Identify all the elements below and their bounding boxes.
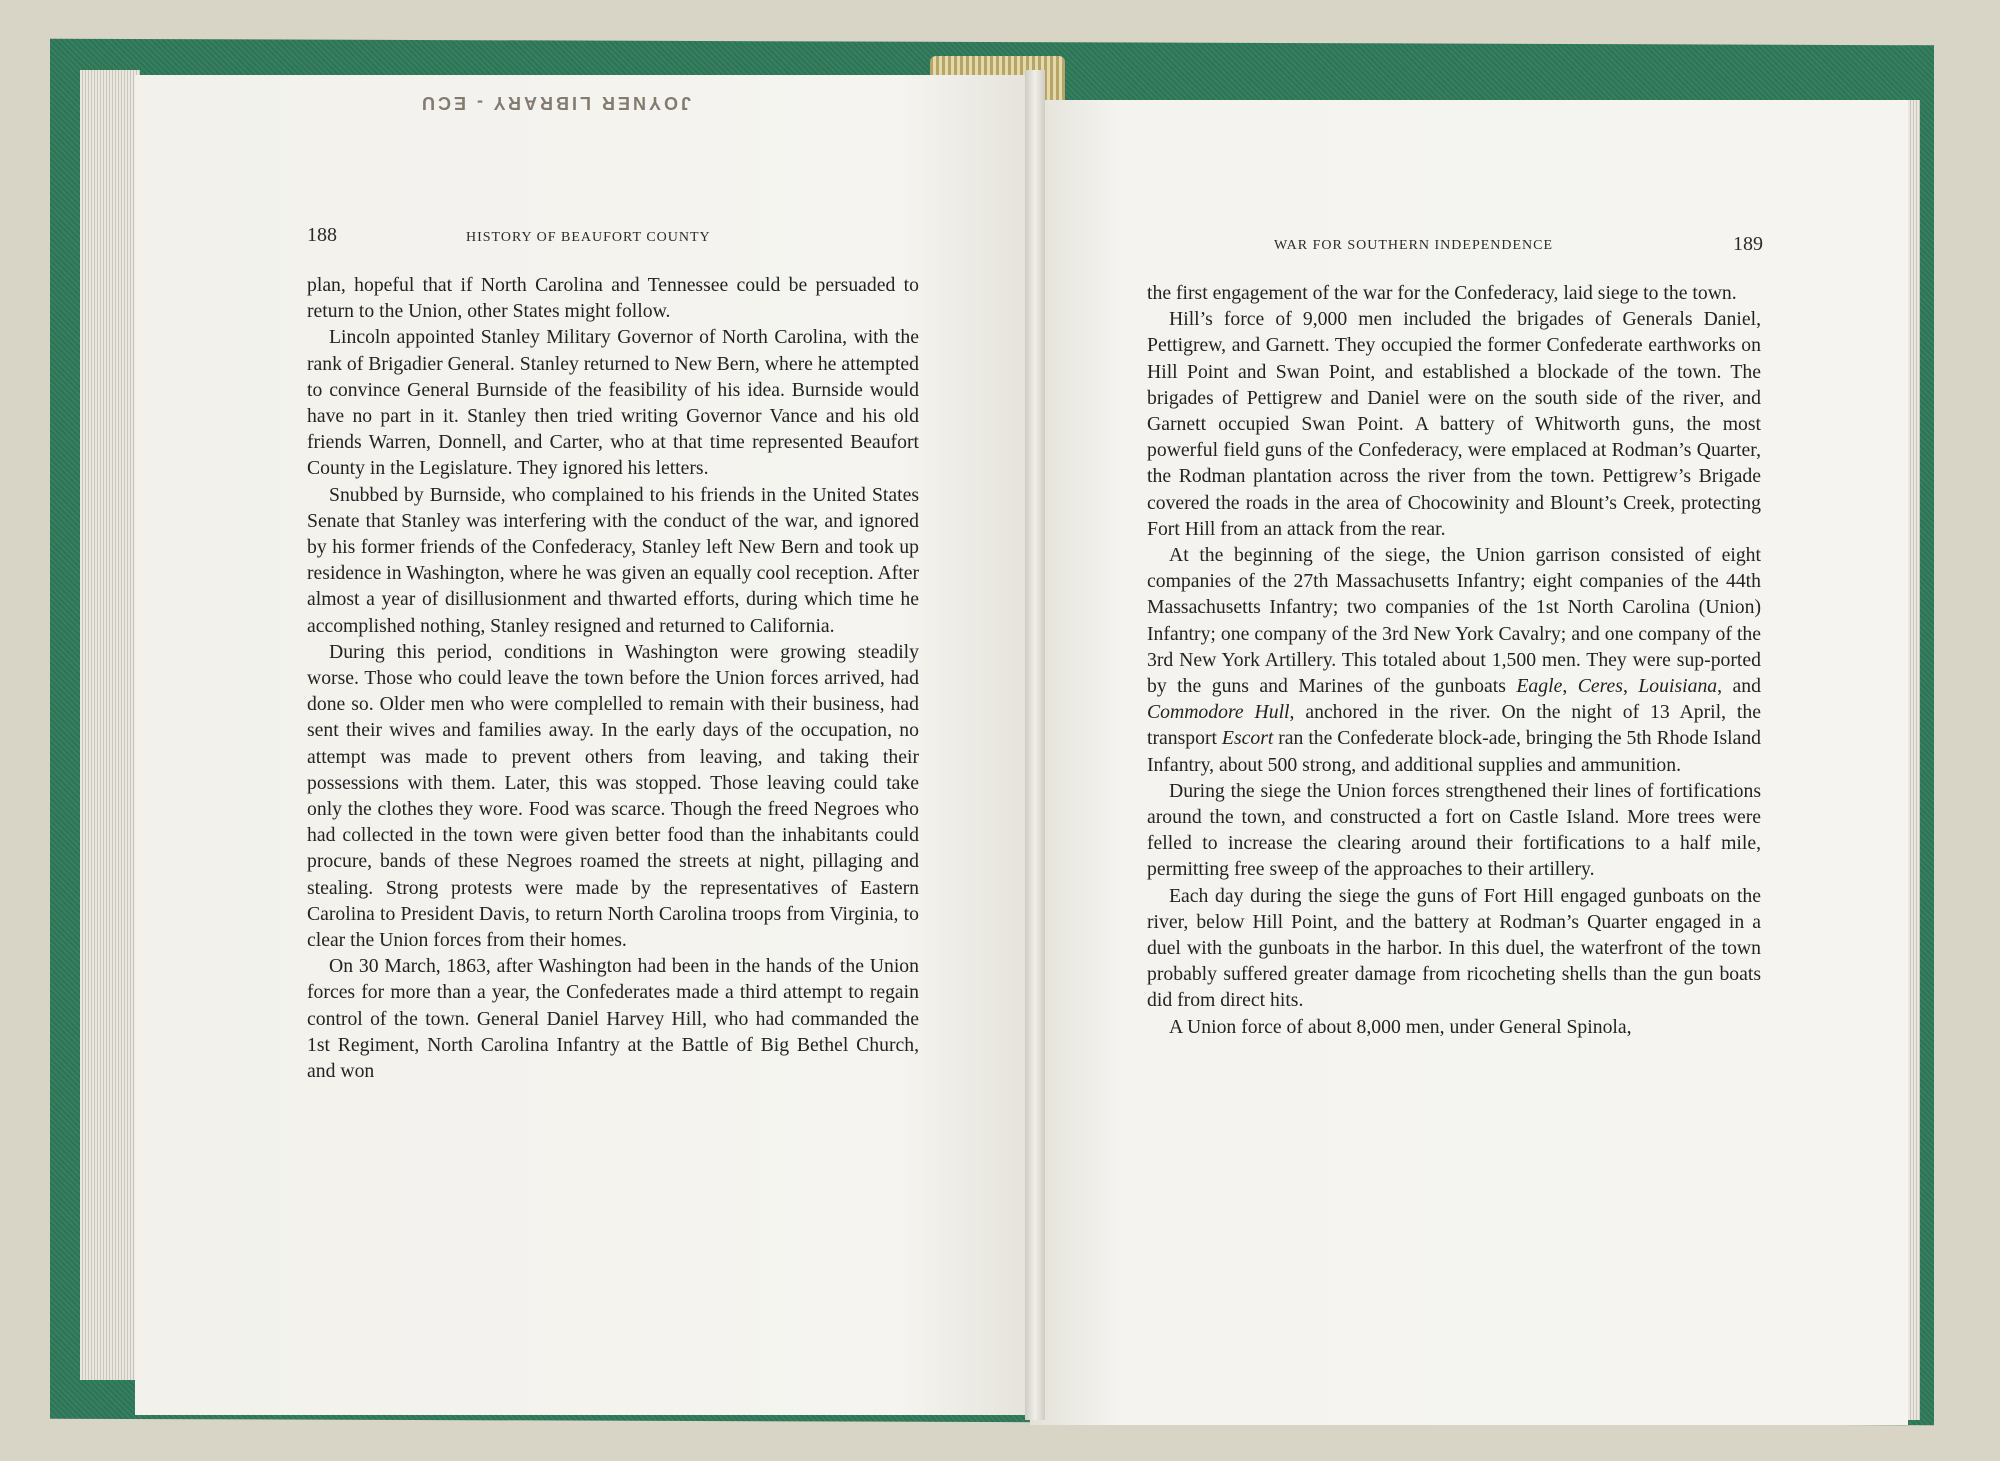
left-paragraph-5: On 30 March, 1863, after Washington had been in the hands of the Union forces for more than a year, the Confederates made a third attempt to regain control of the town. General Daniel Harvey Hill, who had commanded the 1st Regiment, North Carolina Infantry at the Battle of Big Bethel Church, and won (307, 955, 919, 1083)
ship-name: Louisiana (1638, 675, 1718, 698)
ship-name: Commodore Hull (1147, 701, 1290, 724)
right-paragraph-3: At the beginning of the siege, the Union garrison consisted of eight companies of the 27th Massachusetts Infantry; eight companies of the 44th Massachusetts Infantry; two companies of the 1st North Carolina (Union) Infantry; one company of the 3rd New York Cavalry; and one company of the 3rd New York Artillery. This totaled about 1,500 men. They were sup-ported by the guns and Marines of the gunboats Eagle, Ceres, Louisiana, and Commodore Hull, anchored in the river. On the night of 13 April, the transport Escort ran the Confederate block-ade, bringing the 5th Rhode Island Infantry, about 500 strong, and additional supplies and ammunition. (1147, 544, 1762, 776)
right-paragraph-6: A Union force of about 8,000 men, under General Spinola, (1169, 1015, 1632, 1038)
left-page-text (307, 272, 919, 1084)
right-page-number: 189 (1733, 233, 1763, 255)
right-running-head: WAR FOR SOUTHERN INDEPENDENCE (1274, 238, 1554, 253)
page-edges-left (80, 70, 140, 1380)
ship-name: Ceres (1577, 675, 1623, 698)
right-paragraph-1: the first engagement of the war for the Confederacy, laid siege to the town. (1147, 282, 1737, 304)
left-paragraph-4: During this period, conditions in Washington were growing steadily worse. Those who could leave the town before the Union forces arrived, had done so. Older men who were complelled to remain with their business, had sent their wives and families away. In the early days of the occupation, no attempt was made to prevent others from leaving, and taking their possessions with them. Later, this was stopped. Those leaving could take only the clothes they wore. Food was scarce. Though the freed Negroes who had collected in the town were given better food than the inhabitants could procure, bands of these Negroes roamed the streets at night, pillaging and stealing. Strong protests were made by the representatives of Eastern Carolina to President Davis, to return North Carolina troops from Virginia, to clear the Union forces from their homes. (307, 640, 919, 952)
left-paragraph-2: Lincoln appointed Stanley Military Governor of North Carolina, with the rank of Brigadier General. Stanley returned to New Bern, where he attempted to convince General Burnside of the feasibility of his idea. Burnside would have no part in it. Stanley then tried writing Governor Vance and his old friends Warren, Donnell, and Carter, who at that time represented Beaufort County in the Legislature. They ignored his letters. (307, 326, 919, 480)
left-page-number: 188 (307, 224, 337, 246)
left-paragraph-1: plan, hopeful that if North Carolina and Tennessee could be persuaded to return to the Union, other States might follow. (307, 274, 919, 323)
library-stamp: JOYNER LIBRARY - ECU (418, 93, 692, 113)
left-running-head: HISTORY OF BEAUFORT COUNTY (466, 230, 711, 245)
right-paragraph-5: Each day during the siege the guns of Fort Hill engaged gunboats on the river, below Hill Point, and the battery at Rodman’s Quarter engaged in a duel with the gunboats in the harbor. In this duel, the waterfront of the town probably suffered greater damage from ricocheting shells than the gun boats did from direct hits. (1147, 884, 1761, 1012)
ship-name: Eagle (1516, 675, 1563, 698)
ship-name: Escort (1221, 727, 1274, 750)
right-paragraph-2: Hill’s force of 9,000 men included the brigades of Generals Daniel, Pettigrew, and Garnett. They occupied the former Confederate earthworks on Hill Point and Swan Point, and established a blockade of the town. The brigades of Pettigrew and Daniel were on the south side of the river, and Garnett occupied Swan Point. A battery of Whitworth guns, the most powerful field guns of the Confederacy, were emplaced at Rodman’s Quarter, the Rodman plantation across the river from the town. Pettigrew’s Brigade covered the roads in the area of Chocowinity and Blount’s Creek, protecting Fort Hill from an attack from the rear. (1147, 308, 1761, 540)
right-paragraph-4: During the siege the Union forces strengthened their lines of fortifications around the town, and constructed a fort on Castle Island. More trees were felled to increase the clearing around their fortifications to a half mile, permitting free sweep of the approaches to their artillery. (1147, 779, 1761, 881)
book-gutter (1025, 70, 1045, 1420)
left-paragraph-3: Snubbed by Burnside, who complained to his friends in the United States Senate that Stanley was interfering with the conduct of the war, and ignored by his former friends of the Confederacy, Stanley left New Bern and took up residence in Washington, where he was given an equally cool reception. After almost a year of disillusionment and thwarted efforts, during which time he accomplished nothing, Stanley resigned and returned to California. (307, 483, 919, 637)
right-page-text (1147, 280, 1761, 1040)
